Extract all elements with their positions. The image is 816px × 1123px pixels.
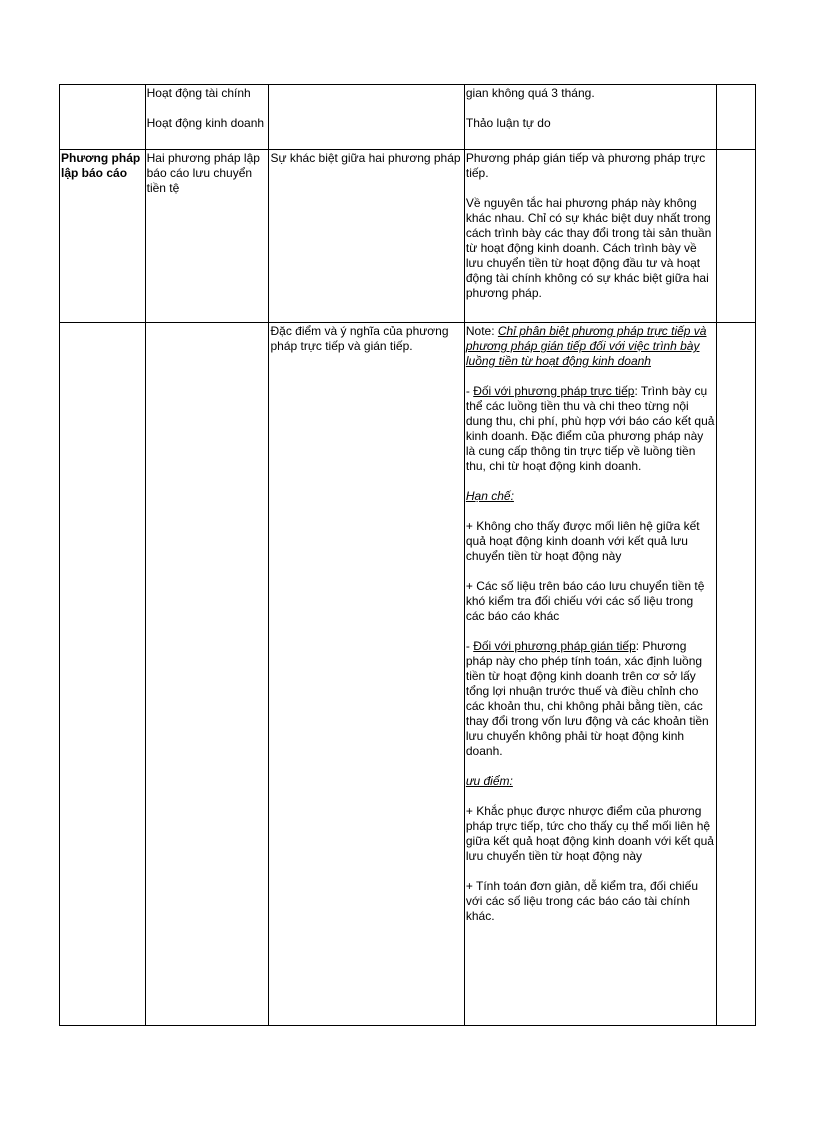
dash: - bbox=[465, 384, 474, 398]
colon: : bbox=[510, 489, 514, 503]
colon: : bbox=[509, 774, 513, 788]
topic-text: Phương pháp lập báo cáo bbox=[61, 151, 141, 180]
cell-note bbox=[716, 85, 755, 150]
cell-content bbox=[145, 323, 269, 1026]
cell-detail bbox=[269, 150, 464, 323]
explanation-text: Về nguyên tắc hai phương pháp này không khác nhau. Chỉ có sự khác biệt duy nhất trong cách trình bày các thay đổi trong tài sản thuần từ hoạt động kinh doanh. Cách trình bày về lưu chuyển tiền từ hoạt động đầu tư và hoạt động tài chính không có sự khác biệt giữa hai phương pháp. bbox=[465, 196, 712, 300]
cell-note bbox=[716, 150, 755, 323]
note-label: Note: bbox=[465, 324, 498, 338]
note-paragraph bbox=[466, 324, 715, 369]
cell-topic bbox=[60, 85, 146, 150]
indirect-method-text: : Phương pháp này cho phép tính toán, xác định luồng tiền từ hoạt động kinh doanh trên cơ sở lấy tổng lợi nhuận trước thuế và điều chỉnh cho các khoản thu, chi không phải bằng tiền, các thay đổi trong vốn lưu động và các khoản tiền lưu chuyển không phải từ hoạt động kinh doanh. bbox=[465, 639, 709, 758]
cell-explanation bbox=[464, 323, 716, 1026]
limitation-label: Hạn chế bbox=[465, 489, 511, 503]
cell-content bbox=[145, 85, 269, 150]
cell-explanation bbox=[464, 150, 716, 323]
dash: - bbox=[465, 639, 474, 653]
cell-content bbox=[145, 150, 269, 323]
cell-note bbox=[716, 323, 755, 1026]
cell-detail bbox=[269, 323, 464, 1026]
advantage-item: + Khắc phục được nhược điểm của phương pháp trực tiếp, tức cho thấy cụ thể mối liên hệ giữa kết quả hoạt động kinh doanh với kết quả lưu chuyển tiền từ hoạt động này bbox=[465, 804, 714, 863]
content-text: Hoạt động kinh doanh bbox=[146, 116, 265, 130]
limitation-item: + Các số liệu trên báo cáo lưu chuyển tiền tệ khó kiểm tra đối chiếu với các số liệu trong các báo cáo khác bbox=[465, 579, 705, 623]
explanation-text: Phương pháp gián tiếp và phương pháp trực tiếp. bbox=[465, 151, 706, 180]
explanation-text: Thảo luận tự do bbox=[465, 116, 551, 130]
direct-method-text: : Trình bày cụ thể các luồng tiền thu và chi theo từng nội dung thu, chi phí, phù hợp với báo cáo kết quả kinh doanh. Đặc điểm của phương pháp này là cung cấp thông tin trực tiếp về luồng tiền thu, chi từ hoạt động kinh doanh. bbox=[465, 384, 715, 473]
detail-text: Sự khác biệt giữa hai phương pháp bbox=[270, 151, 461, 165]
direct-method-label: Đối với phương pháp trực tiếp bbox=[473, 384, 635, 398]
table-row bbox=[60, 323, 756, 1026]
indirect-method-paragraph bbox=[466, 639, 715, 759]
detail-text: Đặc điểm và ý nghĩa của phương pháp trực tiếp và gián tiếp. bbox=[270, 324, 449, 353]
advantage-heading bbox=[466, 774, 715, 789]
direct-method-paragraph bbox=[466, 384, 715, 474]
table-row bbox=[60, 85, 756, 150]
limitation-item: + Không cho thấy được mối liên hệ giữa kết quả hoạt động kinh doanh với kết quả lưu chuyển tiền từ hoạt động này bbox=[465, 519, 700, 563]
indirect-method-label: Đối với phương pháp gián tiếp bbox=[473, 639, 636, 653]
note-text: Chỉ phân biệt phương pháp trực tiếp và phương pháp gián tiếp đối với việc trình bày luồng tiền từ hoạt động kinh doanh bbox=[465, 324, 707, 368]
cell-detail bbox=[269, 85, 464, 150]
advantage-label: ưu điểm bbox=[465, 774, 510, 788]
content-text: Hoạt động tài chính bbox=[146, 86, 251, 100]
limitation-heading bbox=[466, 489, 715, 504]
advantage-item: + Tính toán đơn giản, dễ kiểm tra, đối chiếu với các số liệu trong các báo cáo tài chính khác. bbox=[465, 879, 698, 923]
cell-topic bbox=[60, 150, 146, 323]
cell-explanation bbox=[464, 85, 716, 150]
content-table bbox=[59, 84, 756, 1026]
explanation-text: gian không quá 3 tháng. bbox=[465, 86, 595, 100]
content-text: Hai phương pháp lập báo cáo lưu chuyển tiền tệ bbox=[146, 151, 260, 195]
table-row bbox=[60, 150, 756, 323]
cell-topic bbox=[60, 323, 146, 1026]
